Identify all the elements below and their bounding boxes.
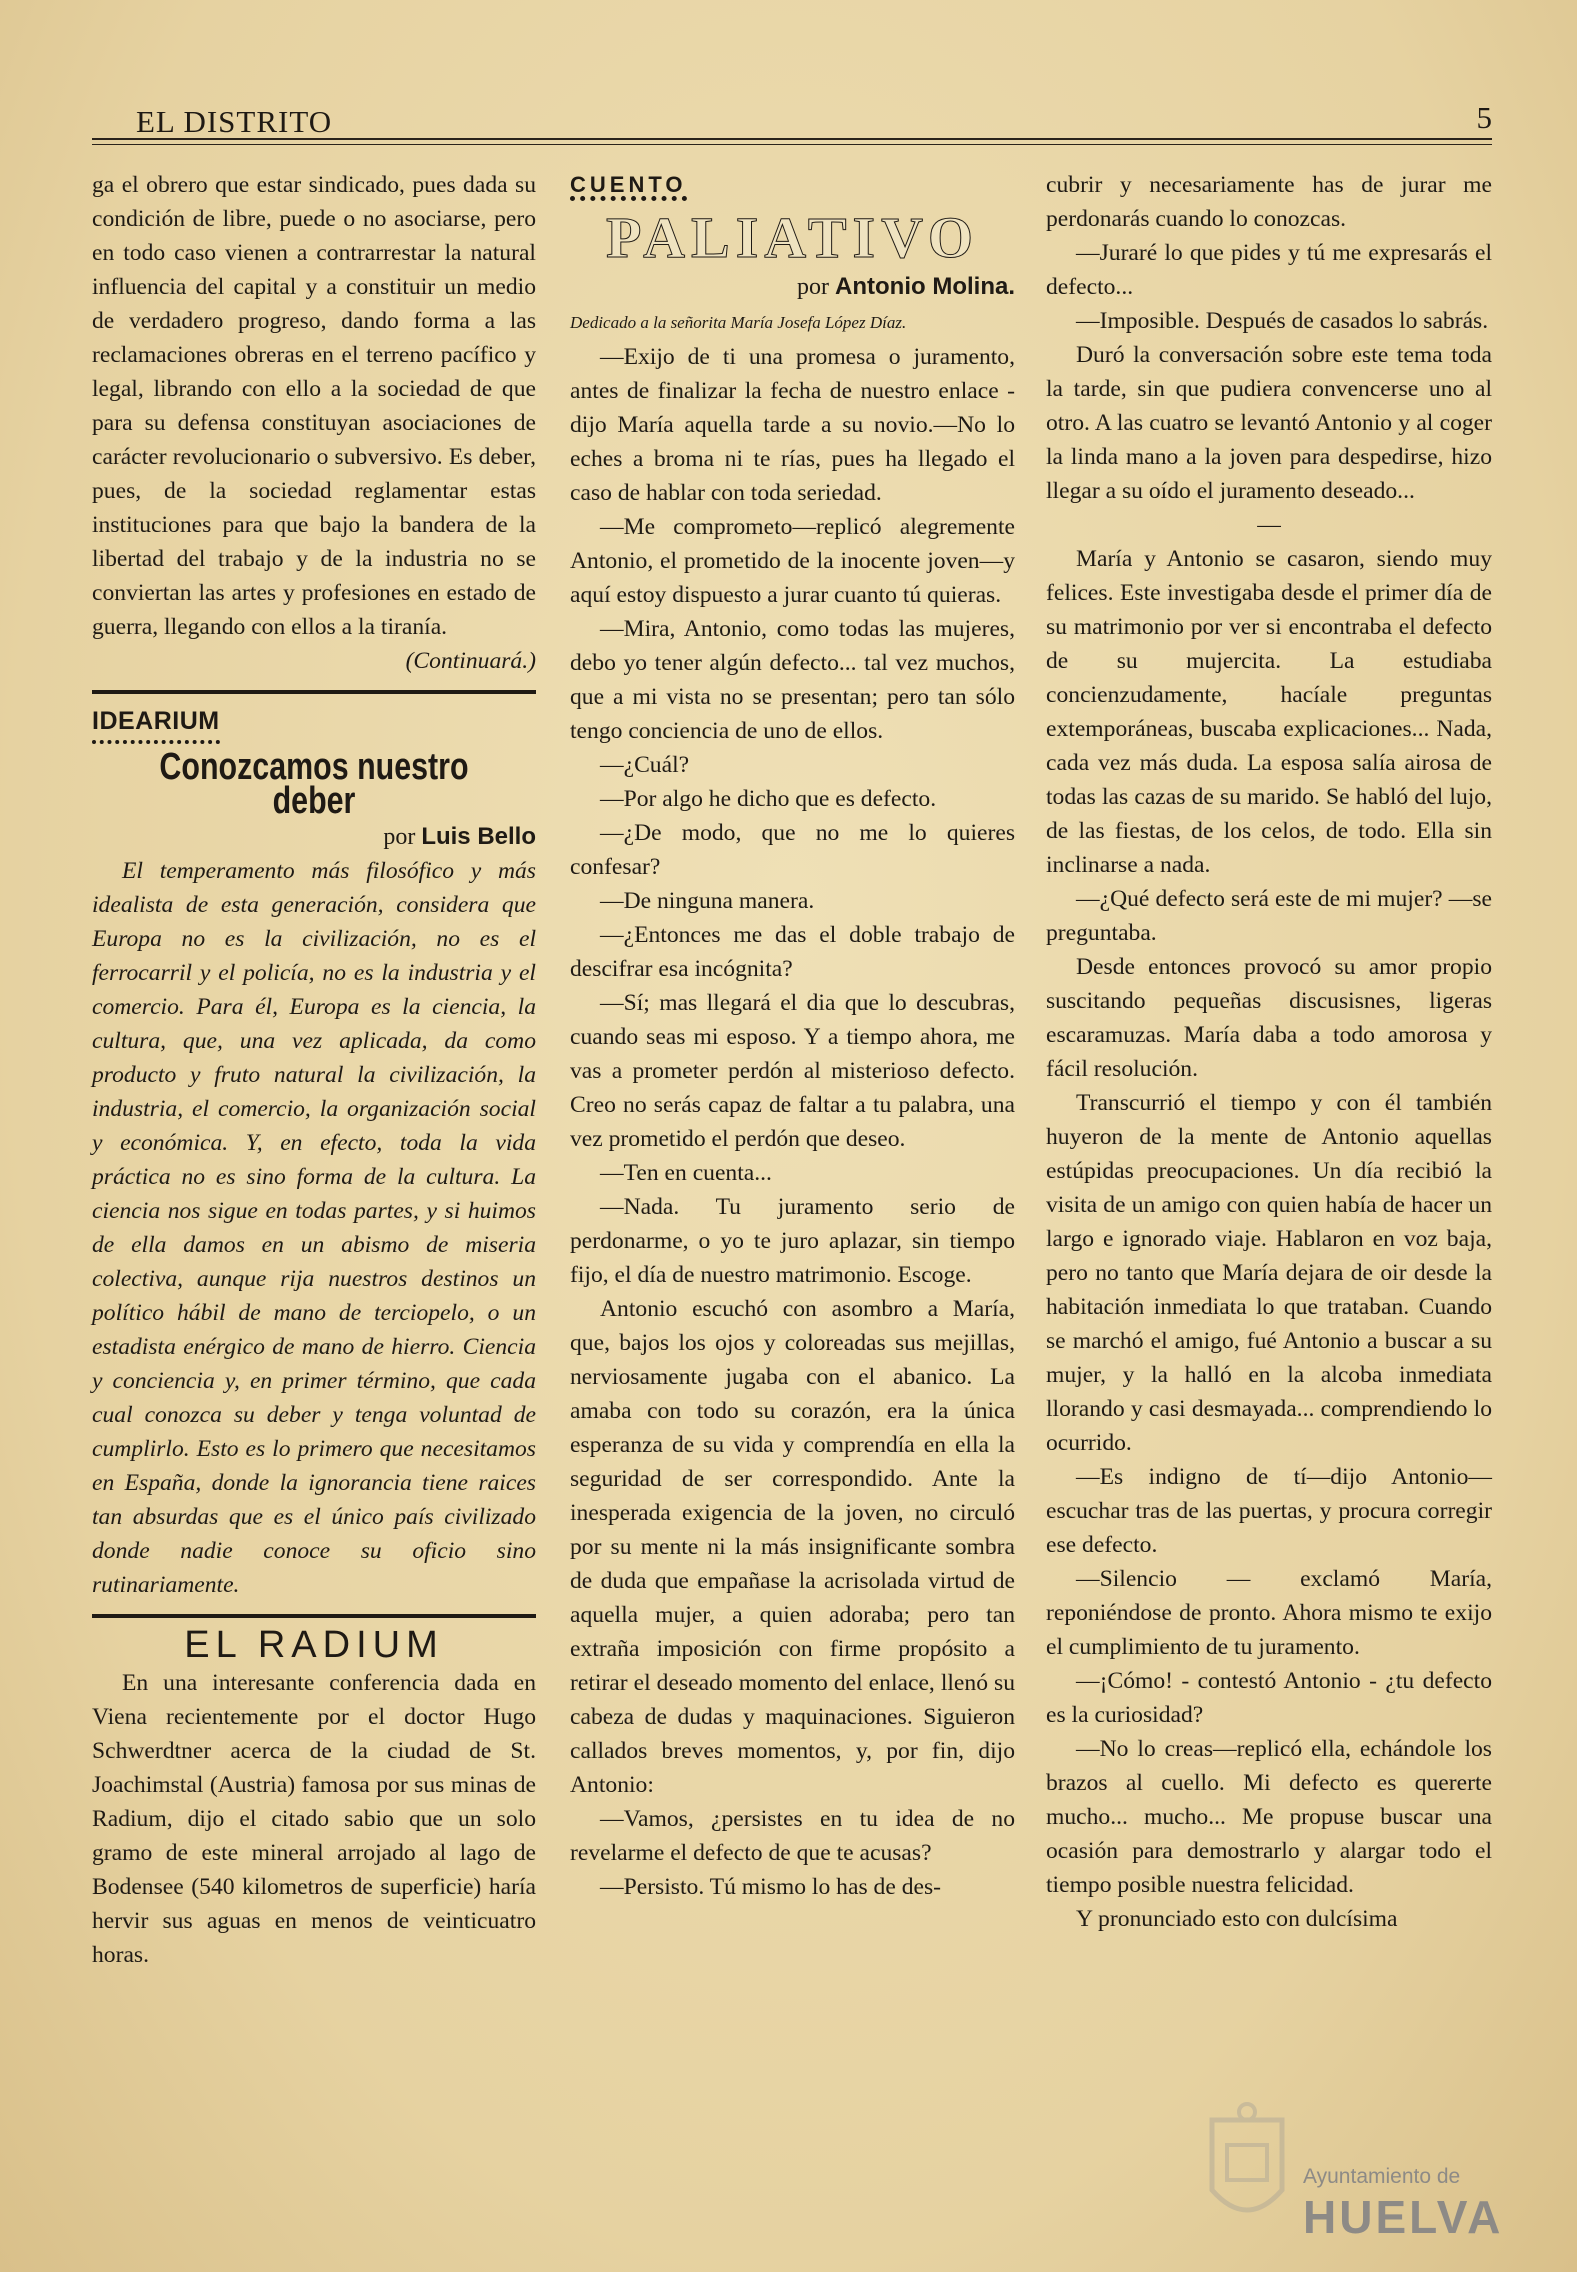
story-paragraph: Antonio escuchó con asombro a María, que, bajos los ojos y coloreadas sus mejillas, nerviosamente jugaba con el abanico. La amaba con todo su corazón, era la única esperanza de su vida y comprendía en ella la seguridad de ser correspondido. Ante la inesperada exigencia de la joven, no circuló por su mente ni la más insignificante sombra de duda que empañase la acrisolada virtud de aquella mujer, a quien adoraba; pero tan extraña imposición con firme propósito a retirar el deseado momento del enlace, llenó su cabeza de dudas y maquinaciones. Siguieron callados breves momentos, y, por fin, dijo Antonio: (570, 1296, 1015, 1798)
story-paragraph: —Me comprometo—replicó alegremente Antonio, el prometido de la inocente joven—y aquí estoy dispuesto a jurar cuanto tú quieras. (570, 514, 1015, 608)
story-title: PALIATIVO (606, 205, 979, 270)
watermark-line2: HUELVA (1303, 2191, 1504, 2243)
radium-text: En una interesante conferencia dada en Viena recientemente por el doctor Hugo Schwerdtner acerca de la ciudad de St. Joachimstal (Austria) famosa por sus minas de Radium, dijo el citado sabio que un solo gramo de este mineral arrojado al lago de Bodensee (540 kilometros de superficie) haría hervir sus aguas en menos de veinticuatro horas. (92, 1670, 536, 1968)
story-paragraph: —Nada. Tu juramento serio de perdonarme, o yo te juro aplazar, sin tiempo fijo, el día de nuestro matrimonio. Escoge. (570, 1194, 1015, 1288)
radium-title: EL RADIUM (184, 1624, 444, 1666)
watermark-line1: Ayuntamiento de (1303, 2165, 1461, 2188)
newspaper-title: EL DISTRITO (136, 104, 333, 139)
story-paragraph: —¡Cómo! - contestó Antonio - ¿tu defecto es la curiosidad? (1046, 1668, 1492, 1728)
story-paragraph: Transcurrió el tiempo y con él también huyeron de la mente de Antonio aquellas estúpidas preocupaciones. Un día recibió la visita de un amigo con quien había de hacer un largo e ignorado viaje. Hablaron en voz baja, pero no tanto que María dejara de oir desde la habitación inmediata lo que trataban. Cuando se marchó el amigo, fué Antonio a buscar a su mujer, y la halló en la alcoba inmediata llorando y casi desmayada... comprendiendo lo ocurrido. (1046, 1090, 1492, 1456)
page-header (92, 100, 1492, 144)
story-paragraph: —Silencio — exclamó María, reponiéndose de pronto. Ahora mismo te exijo el cumplimiento de tu juramento. (1046, 1566, 1492, 1660)
story-paragraph: —No lo creas—replicó ella, echándole los brazos al cuello. Mi defecto es quererte mucho... mucho... Me propuse buscar una ocasión para demostrarlo y alargar todo el tiempo posible nuestra felicidad. (1046, 1736, 1492, 1898)
story-paragraph: —¿Entonces me das el doble trabajo de descifrar esa incógnita? (570, 922, 1015, 982)
story-paragraph: cubrir y necesariamente has de jurar me perdonarás cuando lo conozcas. (1046, 172, 1492, 232)
scene-break: — (1257, 512, 1281, 538)
idearium-text: El temperamento más filosófico y más idealista de esta generación, considera que Europa no es la civilización, no es el ferrocarril y el policía, no es la industria y el comercio. Para él, Europa es la ciencia, la cultura, que, una vez aplicada, da como producto y fruto natural la civilización, la industria, el comercio, la organización social y económica. Y, en efecto, toda la vida práctica no es sino forma de la cultura. La ciencia nos sigue en todas partes, y si huimos de ella damos en un abismo de miseria colectiva, aunque rija nuestros destinos un político hábil de mano de terciopelo, o un estadista enérgico de mano de hierro. Ciencia y conciencia y, en primer término, que cada cual conozca su deber y tenga voluntad de cumplirlo. Esto es lo primero que necesitamos en España, donde la ignorancia tiene raices tan absurdas que es el único país civilizado donde nadie conoce su oficio sino rutinariamente. (92, 858, 536, 1598)
story-paragraph: —Por algo he dicho que es defecto. (600, 786, 937, 812)
story-paragraph: —¿Cuál? (600, 752, 690, 778)
story-paragraph: —¿Qué defecto será este de mi mujer? —se preguntaba. (1046, 886, 1492, 946)
dedication: Dedicado a la señorita María Josefa López Díaz. (570, 313, 907, 332)
column-2 (570, 168, 1015, 1904)
story-paragraph: —Imposible. Después de casados lo sabrás. (1076, 308, 1489, 334)
article-byline (92, 820, 536, 854)
story-paragraph: Y pronunciado esto con dulcísima (1076, 1906, 1398, 1932)
section-divider-2 (92, 1614, 536, 1618)
story-byline (570, 270, 1015, 304)
story-paragraph: —Es indigno de tí—dijo Antonio—escuchar tras de las puertas, y procura corregir ese defecto. (1046, 1464, 1492, 1558)
article-continuation: ga el obrero que estar sindicado, pues dada su condición de libre, puede o no asociarse, pero en todo caso vienen a contrarrestar la natural influencia del capital y a constituir un medio de verdadero progreso, dando forma a las reclamaciones obreras en el terreno pacífico y legal, librando con ello a la sociedad de que para su defensa constituyan asociaciones de carácter revolucionario o subversivo. Es deber, pues, de la sociedad reglamentar estas instituciones para que bajo la bandera de la libertad del trabajo y de la industria no se conviertan las artes y profesiones en estado de guerra, llegando con ellos a la tiranía. (92, 172, 536, 640)
story-paragraph: —Sí; mas llegará el dia que lo descubras, cuando seas mi esposo. Y a tiempo ahora, me vas a prometer perdón al misterioso defecto. Creo no serás capaz de faltar a tu palabra, una vez prometido el perdón que deseo. (570, 990, 1015, 1152)
story-paragraph: —Vamos, ¿persistes en tu idea de no revelarme el defecto de que te acusas? (570, 1806, 1015, 1866)
story-paragraph: —De ninguna manera. (600, 888, 815, 914)
story-paragraph: —Juraré lo que pides y tú me expresarás el defecto... (1046, 240, 1492, 300)
page-number: 5 (1476, 100, 1492, 135)
column-1 (92, 168, 536, 1972)
story-paragraph: Duró la conversación sobre este tema toda la tarde, sin que pudiera convencerse uno al otro. A las cuatro se levantó Antonio y al coger la linda mano a la joven para despedirse, hizo llegar a su oído el juramento deseado... (1046, 342, 1492, 504)
header-rule (92, 138, 1492, 140)
story-paragraph: —Exijo de ti una promesa o juramento, antes de finalizar la fecha de nuestro enlace - dijo María aquella tarde a su novio.—No lo eches a broma ni te rías, pues ha llegado el caso de hablar con toda seriedad. (570, 344, 1015, 506)
continued-note: (Continuará.) (405, 648, 536, 674)
header-rule-thin (92, 144, 1492, 145)
article-title: Conozcamos nuestro deber (159, 746, 469, 822)
byline-prefix: por (383, 824, 416, 850)
byline-prefix: por (797, 274, 830, 300)
story-paragraph: —¿De modo, que no me lo quieres confesar? (570, 820, 1015, 880)
byline-author: Antonio Molina. (835, 273, 1015, 300)
byline-author: Luis Bello (421, 823, 536, 850)
story-paragraph: Desde entonces provocó su amor propio suscitando pequeñas discusisnes, ligeras escaramuzas. María daba a todo amorosa y fácil resolución. (1046, 954, 1492, 1082)
section-label-cuento: CUENTO (570, 174, 687, 201)
story-paragraph: —Ten en cuenta... (600, 1160, 772, 1186)
story-paragraph: María y Antonio se casaron, siendo muy felices. Este investigaba desde el primer día de su matrimonio por ver si encontraba el defecto de su mujercita. La estudiaba concienzudamente, hacíale preguntas extemporáneas, buscaba explicaciones... Nada, cada vez más duda. La esposa salía airosa de todas las cazas de su marido. Se habló del lujo, de las fiestas, de los celos, de todo. Ella sin inclinarse a nada. (1046, 546, 1492, 878)
section-label-idearium: IDEARIUM (92, 704, 220, 744)
story-paragraph: —Persisto. Tú mismo lo has de des- (600, 1874, 942, 1900)
story-paragraph: —Mira, Antonio, como todas las mujeres, debo yo tener algún defecto... tal vez muchos, que a mi vista no se presentan; pero tan sólo tengo conciencia de uno de ellos. (570, 616, 1015, 744)
section-divider (92, 690, 536, 694)
column-3 (1046, 168, 1492, 1936)
